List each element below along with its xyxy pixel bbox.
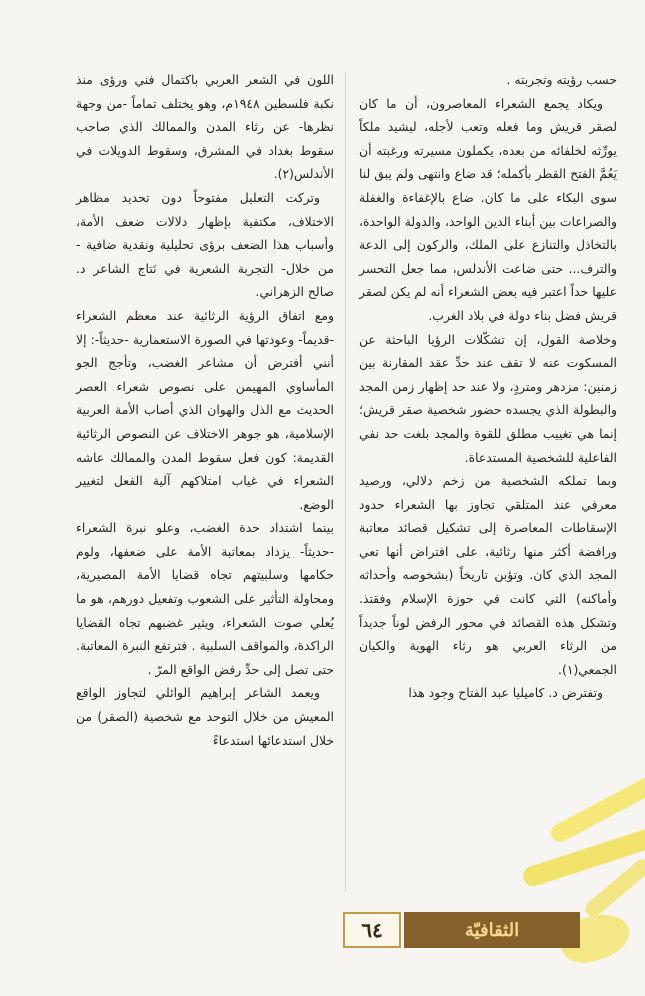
magazine-name: الثقافيّة bbox=[464, 919, 520, 941]
paragraph: وخلاصة القول، إن تشكّلات الرؤيا الباحثة عن المسكوت عنه لا تقف عند حدِّ عقد المقارنة بين زمنين: مزدهر ومتردٍ، ولا عند حد إظهار زمن المجد والبطولة الذي يجسده حضور شخصية صقر قريش؛ إنما هي تغييب مطلق للقوة والمجد بلغت حد نفي الفاعلية للشخصية المستدعاة. bbox=[359, 331, 617, 465]
text-column-right bbox=[359, 68, 617, 705]
paragraph: وتركت التعليل مفتوحاً دون تحديد مظاهر الاختلاف، مكتفية بإظهار دلالات ضعف الأمة، وأسباب هذا الضعف برؤى تحليلية ونقدية ضافية - من خلال- التجربة الشعرية في نَتاج الشاعر د. صالح الزهراني. bbox=[76, 189, 334, 300]
paragraph: وبما تملكه الشخصية من زخم دلالي، ورصيد معرفي عند المتلقي تجاوز بها الشعراء حدود الإسقاطات المعاصرة إلى تشكيل قصائد معاتبة ورافضة أكثر منها رثائية، على افتراض أنها تعي المجد الذي كان. وتؤبن تاريخاً (بشخوصه وأحداثه وأماكنه) التي كانت في حوزة الإسلام وفقتذ. وتشكل هذه القصائد في محور الرفض لوناً جديداً من الرثاء العربي هو رثاء الهوية والكيان الجمعي(١). bbox=[359, 473, 617, 677]
paragraph: ويكاد يجمع الشعراء المعاصرون، أن ما كان لصقر قريش وما فعله وتعب لأجله، ليشيد ملكاً يورِّثه لخلفائه من بعده، يكملون مسيرته ورغبته أن يَعُمَّ الفتح القطر بأكمله؛ قد ضاع وانتهى ولم يبق لنا سوى البكاء على ما كان. ضاع بالإغفاءة والغفلة والصراعات بين أبناء الدين الواحد، والدولة الواحدة، بالتخاذل والتنازع على الملك، والركون إلى الدعة والترف... حتى ضاعت الأندلس، مما جعل التحسر عليها حداً اعتبر فيه بعض الشعراء أنه لم يكن لصقر قريش فضل بناء دولة في بلاد الغرب. bbox=[359, 95, 617, 323]
paragraph: ومع اتفاق الرؤية الرثائية عند معظم الشعراء -قديماً- وعودتها في الصورة الاستعمارية -حديثاً-: إلا أنني أفترض أن مشاعر الغضب، وتأجج الجو المأساوي المهيمن على نصوص شعراء العصر الحديث مع الذل والهوان الذي أصاب الأمة العربية الإسلامية، هو جوهر الاختلاف عن النصوص الرثائية القديمة: كون فعل سقوط المدن والممالك عاشه الشعراء في غياب امتلاكهم آلية الفعل لتغيير الوضع. bbox=[76, 307, 334, 512]
paragraph: اللون في الشعر العربي باكتمال فني ورؤى منذ نكبة فلسطين ١٩٤٨م، وهو يختلف تماماً -من وجهة نظرها- عن رثاء المدن والممالك الذي صاحب سقوط بغداد في المشرق، وسقوط الدويلات في الأندلس(٢). bbox=[76, 72, 335, 182]
paragraph: وتفترض د. كاميليا عبد الفتاح وجود هذا bbox=[408, 685, 603, 701]
text-column-left bbox=[76, 68, 334, 752]
column-divider bbox=[345, 72, 346, 892]
paragraph: ويعمد الشاعر إبراهيم الوائلي لتجاوز الواقع المعيش من خلال التوحد مع شخصية (الصقر) من خلال استدعائها استدعاءً bbox=[76, 685, 334, 748]
paragraph: حسب رؤيته وتجربته . bbox=[506, 72, 617, 87]
paragraph: بينما اشتداد حدة الغضب، وعلو نبرة الشعراء -حديثاً- يزداد بمعاتبة الأمة على ضعفها، ولوم حكامها وسلبيتهم تجاه قضايا الأمة المصيرية، ومحاولة التأثير على الشعوب وتفعيل دورهم، هو ما يُعلي صوت الشعراء، ويثير غضبهم تجاه القضايا الراكدة، والمواقف السلبية . فترتفع النبرة المعاتبة. حتى تصل إلى حدِّ رفض الواقع المرّ . bbox=[76, 520, 334, 677]
magazine-name-banner bbox=[404, 912, 580, 948]
page-number: ٦٤ bbox=[343, 912, 401, 948]
